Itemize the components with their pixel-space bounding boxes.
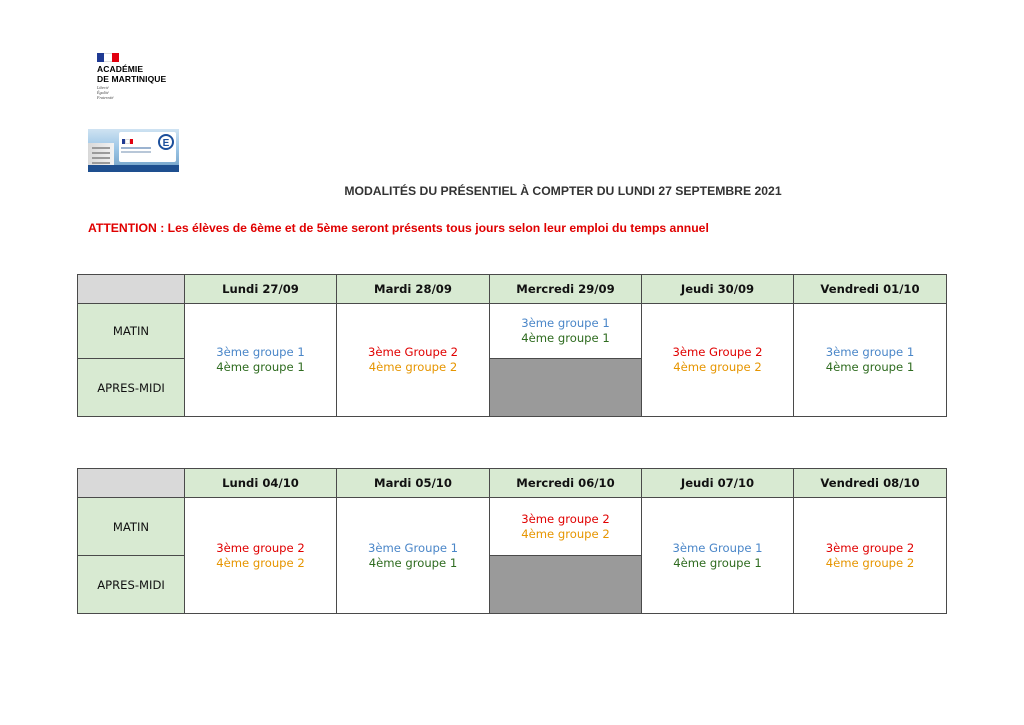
row-label-afternoon: APRES-MIDI — [78, 556, 185, 614]
schedule-cell — [642, 498, 794, 614]
empty-grey-cell — [490, 359, 642, 417]
day-header: Lundi 27/09 — [185, 275, 337, 304]
logo-motto-3: Fraternité — [97, 95, 114, 100]
cell-line: 4ème groupe 2 — [521, 526, 610, 541]
cell-line: 4ème groupe 1 — [825, 360, 915, 374]
school-banner-image — [88, 129, 179, 172]
cell-line: 3ème Groupe 1 — [367, 540, 459, 555]
cell-line: 3ème groupe 2 — [521, 511, 610, 526]
table-corner — [78, 275, 185, 304]
cell-line: 4ème groupe 2 — [825, 555, 915, 570]
day-header: Mercredi 06/10 — [490, 469, 642, 498]
cell-line: 3ème Groupe 1 — [672, 540, 763, 555]
schedule-table-week-1 — [77, 274, 947, 417]
cell-line: 3ème groupe 2 — [216, 540, 305, 555]
schedule-cell — [185, 498, 337, 614]
ecole-logo-icon: E — [158, 134, 174, 150]
logo-line-2: DE MARTINIQUE — [97, 74, 167, 84]
row-label-morning: MATIN — [78, 498, 185, 556]
cell-line: 4ème groupe 2 — [673, 360, 762, 374]
day-header: Lundi 04/10 — [185, 469, 337, 498]
day-header: Vendredi 08/10 — [794, 469, 947, 498]
cell-line: 3ème Groupe 2 — [367, 345, 459, 359]
schedule-cell — [490, 498, 642, 556]
cell-line: 4ème groupe 2 — [216, 555, 305, 570]
cell-line: 3ème Groupe 2 — [672, 345, 763, 359]
french-flag-icon — [97, 53, 119, 62]
cell-line: 4ème groupe 1 — [673, 555, 762, 570]
day-header: Vendredi 01/10 — [794, 275, 947, 304]
empty-grey-cell — [490, 556, 642, 614]
logo-line-1: ACADÉMIE — [97, 64, 144, 74]
row-label-morning: MATIN — [78, 304, 185, 359]
cell-line: 4ème groupe 1 — [368, 555, 458, 570]
day-header: Mardi 05/10 — [337, 469, 490, 498]
schedule-cell — [337, 304, 490, 417]
cell-line: 3ème groupe 1 — [825, 345, 915, 359]
schedule-cell — [337, 498, 490, 614]
logo-motto-2: Égalité — [97, 90, 109, 95]
logo-motto-1: Liberté — [97, 85, 109, 90]
day-header: Jeudi 07/10 — [642, 469, 794, 498]
cell-line: 3ème groupe 1 — [521, 316, 610, 330]
day-header: Mercredi 29/09 — [490, 275, 642, 304]
page-title: MODALITÉS DU PRÉSENTIEL À COMPTER DU LUNDI 27 SEPTEMBRE 2021 — [344, 184, 782, 198]
cell-line: 4ème groupe 1 — [216, 360, 305, 374]
schedule-cell — [185, 304, 337, 417]
schedule-table-week-2 — [77, 468, 947, 614]
day-header: Mardi 28/09 — [337, 275, 490, 304]
table-corner — [78, 469, 185, 498]
schedule-cell — [794, 498, 947, 614]
cell-line: 4ème groupe 1 — [521, 331, 610, 345]
cell-line: 3ème groupe 1 — [216, 345, 305, 359]
schedule-cell — [794, 304, 947, 417]
schedule-cell — [642, 304, 794, 417]
schedule-cell — [490, 304, 642, 359]
cell-line: 3ème groupe 2 — [825, 540, 915, 555]
academie-logo — [97, 53, 187, 105]
attention-notice: ATTENTION : Les élèves de 6ème et de 5ème seront présents tous jours selon leur emploi du temps annuel — [88, 221, 709, 235]
day-header: Jeudi 30/09 — [642, 275, 794, 304]
row-label-afternoon: APRES-MIDI — [78, 359, 185, 417]
cell-line: 4ème groupe 2 — [368, 360, 458, 374]
